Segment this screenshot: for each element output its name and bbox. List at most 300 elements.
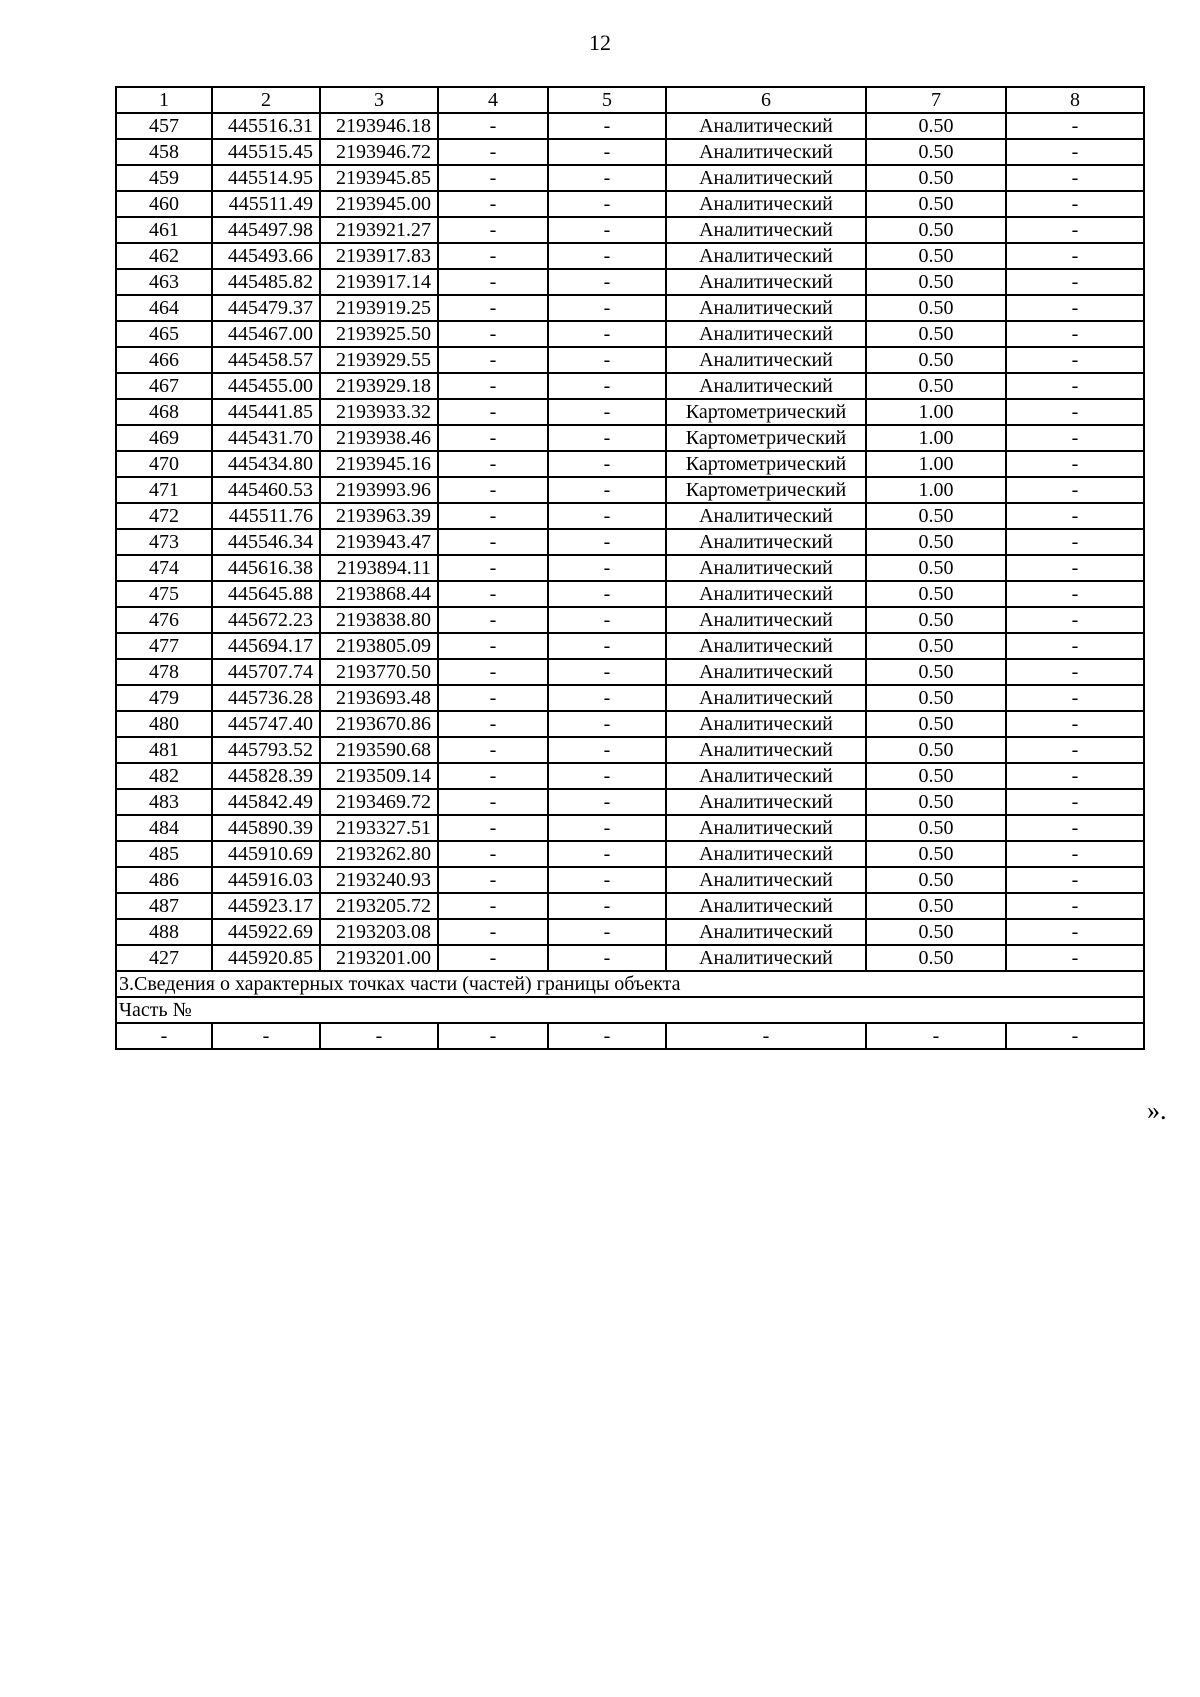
table-row: [116, 815, 1144, 841]
table-cell: -: [548, 633, 666, 659]
table-cell: -: [1006, 763, 1144, 789]
table-cell: 2193240.93: [320, 867, 438, 893]
table-cell: -: [1006, 815, 1144, 841]
table-cell: -: [438, 191, 548, 217]
table-cell: -: [1006, 659, 1144, 685]
table-cell: 2193917.14: [320, 269, 438, 295]
table-cell: -: [1006, 529, 1144, 555]
table-cell: 445431.70: [212, 425, 320, 451]
table-cell: 445645.88: [212, 581, 320, 607]
table-cell: Аналитический: [666, 659, 866, 685]
table-cell: 464: [116, 295, 212, 321]
table-row: [116, 477, 1144, 503]
table-cell: -: [1006, 425, 1144, 451]
table-cell: -: [548, 945, 666, 971]
table-cell: 445736.28: [212, 685, 320, 711]
table-row: [116, 269, 1144, 295]
table-cell: -: [548, 243, 666, 269]
table-cell: 0.50: [866, 607, 1006, 633]
table-cell: 445793.52: [212, 737, 320, 763]
table-cell: -: [548, 1023, 666, 1049]
table-cell: 0.50: [866, 841, 1006, 867]
table-cell: 482: [116, 763, 212, 789]
table-cell: -: [548, 503, 666, 529]
table-cell: 2193201.00: [320, 945, 438, 971]
table-cell: 0.50: [866, 763, 1006, 789]
table-cell: Аналитический: [666, 633, 866, 659]
table-row: [116, 165, 1144, 191]
table-cell: 445923.17: [212, 893, 320, 919]
table-cell: Аналитический: [666, 555, 866, 581]
table-cell: 2193943.47: [320, 529, 438, 555]
table-cell: -: [438, 555, 548, 581]
table-cell: Аналитический: [666, 685, 866, 711]
section-title: 3.Сведения о характерных точках части (частей) границы объекта: [116, 971, 1144, 997]
table-cell: 2193509.14: [320, 763, 438, 789]
table-cell: 479: [116, 685, 212, 711]
table-cell: 445747.40: [212, 711, 320, 737]
table-cell: 445511.49: [212, 191, 320, 217]
table-cell: -: [548, 347, 666, 373]
table-row: [116, 633, 1144, 659]
table-cell: Аналитический: [666, 295, 866, 321]
table-cell: 478: [116, 659, 212, 685]
table-row: [116, 139, 1144, 165]
table-cell: -: [548, 217, 666, 243]
table-cell: Аналитический: [666, 945, 866, 971]
table-cell: 472: [116, 503, 212, 529]
table-cell: -: [1006, 243, 1144, 269]
table-cell: -: [438, 919, 548, 945]
table-cell: 445920.85: [212, 945, 320, 971]
table-cell: -: [548, 581, 666, 607]
table-cell: -: [1006, 555, 1144, 581]
table-cell: 0.50: [866, 191, 1006, 217]
table-cell: -: [1006, 737, 1144, 763]
table-cell: -: [438, 763, 548, 789]
table-cell: 0.50: [866, 659, 1006, 685]
table-cell: 445616.38: [212, 555, 320, 581]
table-row: [116, 113, 1144, 139]
table-cell: 0.50: [866, 555, 1006, 581]
table-row: [116, 685, 1144, 711]
table-cell: 2193945.85: [320, 165, 438, 191]
table-cell: 0.50: [866, 711, 1006, 737]
column-number-cell: 5: [548, 87, 666, 113]
table-cell: -: [548, 295, 666, 321]
table-cell: -: [438, 607, 548, 633]
table-cell: 445460.53: [212, 477, 320, 503]
table-cell: -: [548, 685, 666, 711]
table-cell: 2193838.80: [320, 607, 438, 633]
table-cell: -: [1006, 581, 1144, 607]
table-cell: 2193590.68: [320, 737, 438, 763]
table-row: [116, 555, 1144, 581]
table-row: [116, 841, 1144, 867]
table-cell: 476: [116, 607, 212, 633]
table-cell: Аналитический: [666, 815, 866, 841]
table-cell: Аналитический: [666, 737, 866, 763]
table-cell: 0.50: [866, 633, 1006, 659]
table-cell: 445434.80: [212, 451, 320, 477]
table-cell: 0.50: [866, 347, 1006, 373]
table-cell: Аналитический: [666, 607, 866, 633]
table-cell: 2193670.86: [320, 711, 438, 737]
table-cell: Аналитический: [666, 893, 866, 919]
table-row: [116, 191, 1144, 217]
table-cell: 0.50: [866, 789, 1006, 815]
table-cell: -: [212, 1023, 320, 1049]
table-cell: -: [1006, 217, 1144, 243]
column-number-cell: 1: [116, 87, 212, 113]
table-cell: -: [438, 737, 548, 763]
table-cell: -: [548, 893, 666, 919]
table-cell: -: [548, 113, 666, 139]
table-cell: 477: [116, 633, 212, 659]
table-cell: -: [1006, 165, 1144, 191]
table-cell: -: [548, 841, 666, 867]
table-cell: -: [438, 477, 548, 503]
column-number-cell: 3: [320, 87, 438, 113]
table-cell: -: [1006, 477, 1144, 503]
table-cell: -: [548, 477, 666, 503]
table-cell: 2193993.96: [320, 477, 438, 503]
table-cell: -: [438, 425, 548, 451]
table-cell: 2193205.72: [320, 893, 438, 919]
table-cell: 1.00: [866, 477, 1006, 503]
table-cell: 2193805.09: [320, 633, 438, 659]
table-cell: -: [438, 399, 548, 425]
table-cell: 2193262.80: [320, 841, 438, 867]
table-cell: 457: [116, 113, 212, 139]
table-cell: 2193327.51: [320, 815, 438, 841]
table-cell: 445493.66: [212, 243, 320, 269]
table-cell: 0.50: [866, 139, 1006, 165]
table-cell: 467: [116, 373, 212, 399]
table-cell: Аналитический: [666, 919, 866, 945]
table-cell: 2193693.48: [320, 685, 438, 711]
table-cell: 0.50: [866, 945, 1006, 971]
table-row: [116, 607, 1144, 633]
table-cell: -: [438, 269, 548, 295]
table-cell: -: [438, 243, 548, 269]
table-cell: 2193963.39: [320, 503, 438, 529]
table-cell: -: [1006, 607, 1144, 633]
table-cell: 2193945.00: [320, 191, 438, 217]
table-cell: 0.50: [866, 737, 1006, 763]
table-row: [116, 893, 1144, 919]
table-cell: -: [438, 633, 548, 659]
table-cell: 445458.57: [212, 347, 320, 373]
table-row: [116, 711, 1144, 737]
part-label-row: [116, 997, 1144, 1023]
table-cell: 486: [116, 867, 212, 893]
table-cell: 463: [116, 269, 212, 295]
table-cell: 481: [116, 737, 212, 763]
table-cell: -: [1006, 685, 1144, 711]
table-cell: -: [1006, 113, 1144, 139]
table-cell: 466: [116, 347, 212, 373]
table-cell: 1.00: [866, 451, 1006, 477]
table-cell: Аналитический: [666, 347, 866, 373]
table-cell: 445516.31: [212, 113, 320, 139]
table-cell: Картометрический: [666, 451, 866, 477]
table-cell: 445694.17: [212, 633, 320, 659]
table-row: [116, 763, 1144, 789]
coordinates-table-container: [115, 86, 1145, 1050]
table-cell: -: [438, 841, 548, 867]
table-cell: 465: [116, 321, 212, 347]
table-cell: 483: [116, 789, 212, 815]
table-row: [116, 919, 1144, 945]
table-cell: -: [438, 295, 548, 321]
table-cell: Аналитический: [666, 243, 866, 269]
table-cell: -: [1006, 295, 1144, 321]
table-cell: Аналитический: [666, 269, 866, 295]
table-cell: 445890.39: [212, 815, 320, 841]
table-cell: -: [548, 191, 666, 217]
table-cell: -: [1006, 1023, 1144, 1049]
column-number-cell: 2: [212, 87, 320, 113]
table-cell: 445485.82: [212, 269, 320, 295]
table-cell: -: [320, 1023, 438, 1049]
table-cell: 0.50: [866, 893, 1006, 919]
column-number-cell: 4: [438, 87, 548, 113]
table-row: [116, 581, 1144, 607]
table-cell: 2193938.46: [320, 425, 438, 451]
table-cell: -: [438, 321, 548, 347]
table-cell: -: [548, 373, 666, 399]
table-cell: -: [438, 113, 548, 139]
table-cell: -: [1006, 893, 1144, 919]
table-cell: -: [866, 1023, 1006, 1049]
table-cell: -: [1006, 191, 1144, 217]
table-cell: 2193945.16: [320, 451, 438, 477]
table-cell: 427: [116, 945, 212, 971]
table-body: [116, 87, 1144, 1049]
table-cell: 0.50: [866, 269, 1006, 295]
table-cell: 470: [116, 451, 212, 477]
table-cell: Аналитический: [666, 581, 866, 607]
table-cell: 0.50: [866, 217, 1006, 243]
table-cell: -: [1006, 945, 1144, 971]
table-cell: 2193946.18: [320, 113, 438, 139]
table-cell: -: [1006, 269, 1144, 295]
table-cell: 484: [116, 815, 212, 841]
table-cell: 2193203.08: [320, 919, 438, 945]
table-cell: -: [438, 815, 548, 841]
table-cell: Аналитический: [666, 763, 866, 789]
table-cell: Аналитический: [666, 191, 866, 217]
table-cell: -: [1006, 451, 1144, 477]
table-cell: 473: [116, 529, 212, 555]
table-cell: 2193946.72: [320, 139, 438, 165]
table-cell: 460: [116, 191, 212, 217]
table-cell: -: [548, 555, 666, 581]
table-cell: -: [438, 347, 548, 373]
table-cell: -: [548, 269, 666, 295]
table-row: [116, 451, 1144, 477]
table-cell: -: [1006, 321, 1144, 347]
table-cell: Картометрический: [666, 477, 866, 503]
table-row: [116, 217, 1144, 243]
table-cell: 445514.95: [212, 165, 320, 191]
table-cell: -: [438, 789, 548, 815]
section-title-row: [116, 971, 1144, 997]
table-cell: -: [548, 607, 666, 633]
table-cell: -: [548, 659, 666, 685]
table-cell: 0.50: [866, 919, 1006, 945]
table-cell: -: [1006, 139, 1144, 165]
table-cell: -: [548, 165, 666, 191]
table-cell: 1.00: [866, 425, 1006, 451]
closing-quote: ».: [1147, 1096, 1167, 1125]
table-cell: Аналитический: [666, 373, 866, 399]
table-cell: -: [438, 165, 548, 191]
table-cell: Аналитический: [666, 165, 866, 191]
table-cell: 2193868.44: [320, 581, 438, 607]
table-row: [116, 425, 1144, 451]
table-cell: 471: [116, 477, 212, 503]
table-cell: -: [548, 399, 666, 425]
table-row: [116, 243, 1144, 269]
table-row: [116, 529, 1144, 555]
table-cell: Аналитический: [666, 139, 866, 165]
table-cell: 480: [116, 711, 212, 737]
table-cell: -: [548, 139, 666, 165]
table-cell: Аналитический: [666, 711, 866, 737]
table-cell: -: [548, 763, 666, 789]
table-cell: -: [1006, 711, 1144, 737]
table-cell: -: [548, 425, 666, 451]
table-cell: -: [1006, 919, 1144, 945]
table-cell: 2193469.72: [320, 789, 438, 815]
table-cell: -: [548, 789, 666, 815]
table-cell: Картометрический: [666, 399, 866, 425]
column-number-cell: 7: [866, 87, 1006, 113]
table-cell: 445515.45: [212, 139, 320, 165]
table-cell: -: [1006, 503, 1144, 529]
table-row: [116, 503, 1144, 529]
table-cell: -: [548, 919, 666, 945]
table-row: [116, 399, 1144, 425]
page-number: 12: [589, 30, 611, 55]
table-cell: 445441.85: [212, 399, 320, 425]
table-cell: 0.50: [866, 685, 1006, 711]
table-cell: -: [438, 867, 548, 893]
table-cell: 445546.34: [212, 529, 320, 555]
table-cell: Аналитический: [666, 867, 866, 893]
table-cell: 445828.39: [212, 763, 320, 789]
table-cell: -: [1006, 373, 1144, 399]
table-cell: 445916.03: [212, 867, 320, 893]
table-cell: Аналитический: [666, 789, 866, 815]
table-cell: 445910.69: [212, 841, 320, 867]
table-cell: 0.50: [866, 373, 1006, 399]
table-cell: -: [438, 1023, 548, 1049]
table-cell: 0.50: [866, 503, 1006, 529]
table-row: [116, 347, 1144, 373]
table-cell: Аналитический: [666, 113, 866, 139]
table-row: [116, 295, 1144, 321]
table-cell: 445479.37: [212, 295, 320, 321]
table-cell: -: [548, 451, 666, 477]
table-cell: -: [438, 139, 548, 165]
table-cell: 445842.49: [212, 789, 320, 815]
table-cell: 445922.69: [212, 919, 320, 945]
table-cell: -: [438, 503, 548, 529]
table-cell: 469: [116, 425, 212, 451]
table-cell: 458: [116, 139, 212, 165]
table-cell: 0.50: [866, 243, 1006, 269]
table-cell: -: [116, 1023, 212, 1049]
table-cell: 2193919.25: [320, 295, 438, 321]
table-cell: 2193921.27: [320, 217, 438, 243]
table-cell: -: [548, 529, 666, 555]
table-cell: 0.50: [866, 581, 1006, 607]
table-cell: 445497.98: [212, 217, 320, 243]
table-cell: 485: [116, 841, 212, 867]
column-number-cell: 6: [666, 87, 866, 113]
column-number-cell: 8: [1006, 87, 1144, 113]
table-cell: Аналитический: [666, 503, 866, 529]
table-cell: 2193917.83: [320, 243, 438, 269]
table-cell: 2193929.18: [320, 373, 438, 399]
coordinates-table: [115, 86, 1145, 1050]
table-cell: -: [438, 685, 548, 711]
table-cell: 0.50: [866, 815, 1006, 841]
table-cell: 445467.00: [212, 321, 320, 347]
table-cell: 0.50: [866, 165, 1006, 191]
table-cell: -: [1006, 841, 1144, 867]
table-cell: -: [438, 217, 548, 243]
table-row: [116, 737, 1144, 763]
table-cell: -: [1006, 399, 1144, 425]
table-cell: 462: [116, 243, 212, 269]
table-cell: 474: [116, 555, 212, 581]
table-cell: 461: [116, 217, 212, 243]
table-cell: -: [438, 711, 548, 737]
table-cell: 475: [116, 581, 212, 607]
table-cell: Аналитический: [666, 841, 866, 867]
table-cell: 0.50: [866, 321, 1006, 347]
table-cell: 0.50: [866, 867, 1006, 893]
table-cell: -: [1006, 633, 1144, 659]
table-cell: -: [438, 945, 548, 971]
table-cell: Аналитический: [666, 217, 866, 243]
table-cell: Аналитический: [666, 529, 866, 555]
table-cell: 459: [116, 165, 212, 191]
table-cell: 487: [116, 893, 212, 919]
table-row: [116, 789, 1144, 815]
table-cell: 1.00: [866, 399, 1006, 425]
table-cell: 468: [116, 399, 212, 425]
table-cell: -: [1006, 867, 1144, 893]
table-cell: -: [438, 893, 548, 919]
table-cell: -: [1006, 347, 1144, 373]
table-cell: -: [1006, 789, 1144, 815]
table-cell: 445511.76: [212, 503, 320, 529]
table-row: [116, 945, 1144, 971]
table-cell: 0.50: [866, 113, 1006, 139]
table-cell: -: [548, 711, 666, 737]
table-cell: 445707.74: [212, 659, 320, 685]
table-row: [116, 867, 1144, 893]
table-cell: -: [666, 1023, 866, 1049]
table-cell: 2193925.50: [320, 321, 438, 347]
table-cell: -: [438, 451, 548, 477]
table-row: [116, 321, 1144, 347]
